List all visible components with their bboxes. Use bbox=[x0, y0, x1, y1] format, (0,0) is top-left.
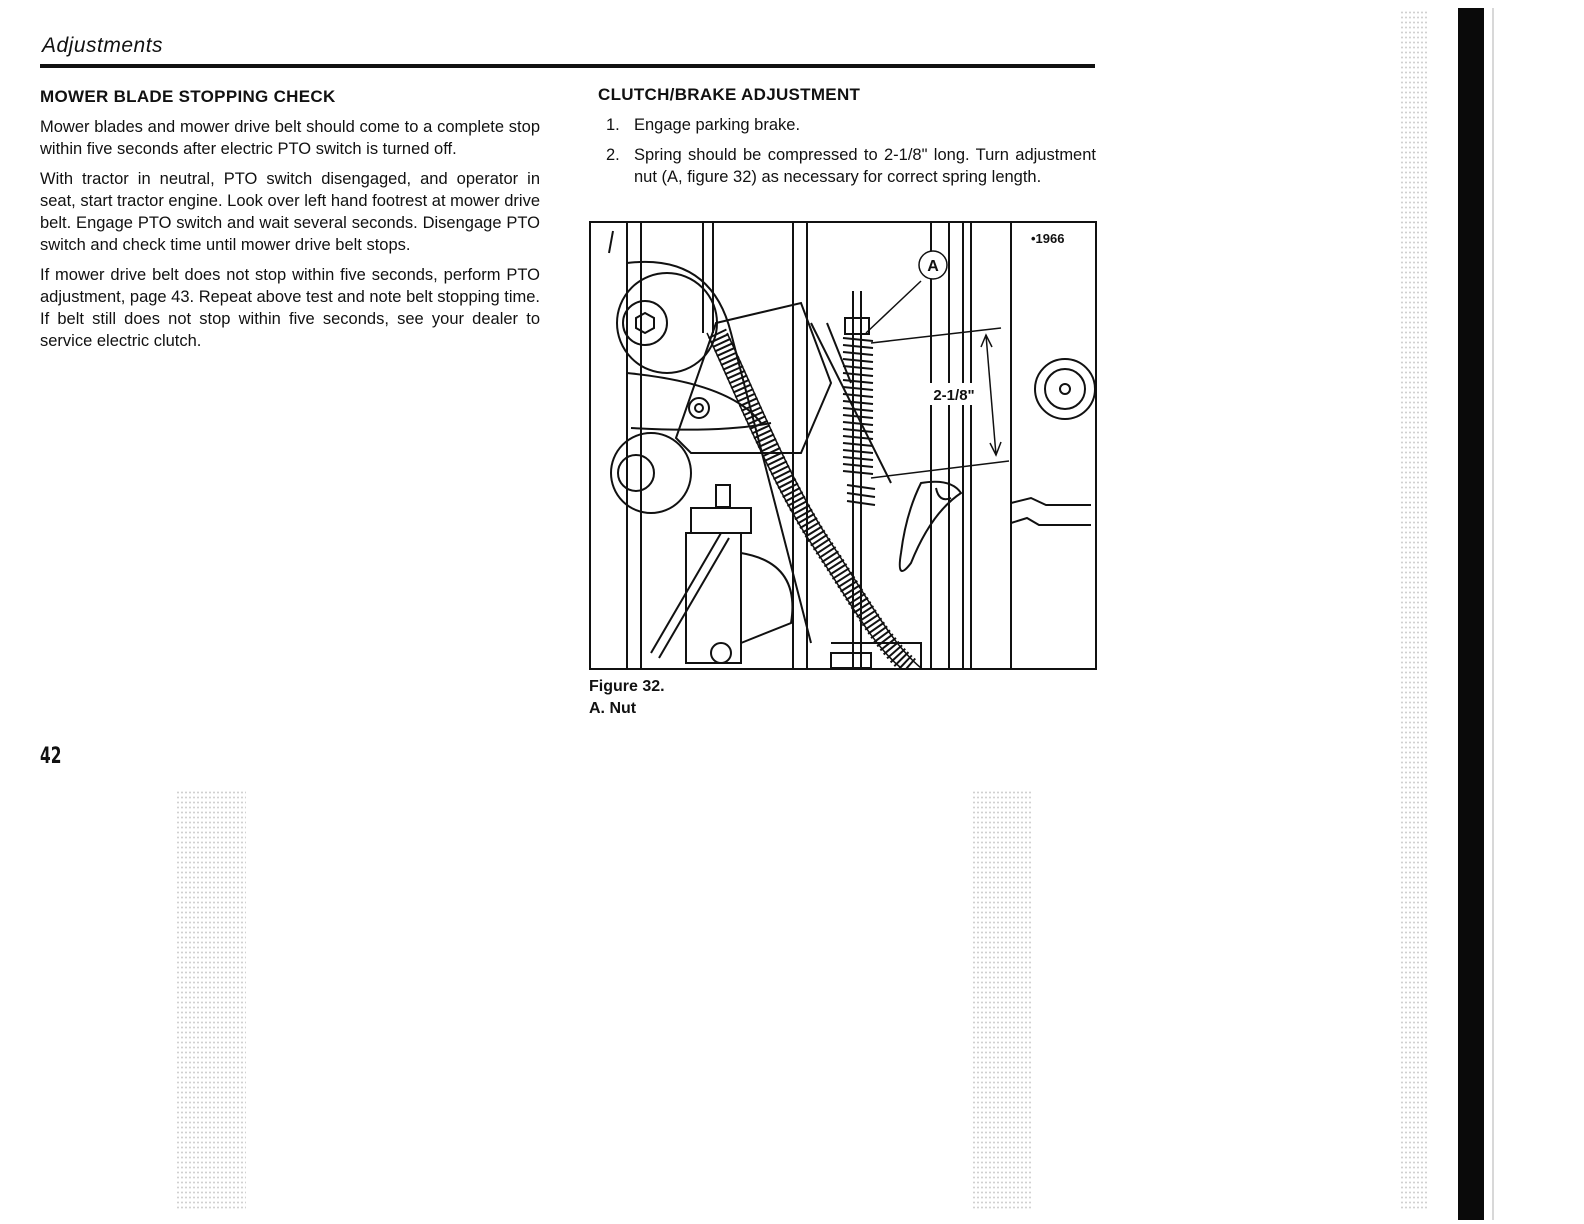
paragraph: If mower drive belt does not stop within five seconds, perform PTO adjustment, page 43. Repeat above test and note belt stopping time. If belt still does not stop within five seconds, see your dealer to service electric clutch. bbox=[40, 266, 540, 350]
figure-caption-title: Figure 32. bbox=[589, 678, 665, 695]
dimension-label: 2-1/8" bbox=[933, 387, 975, 404]
scan-speckle bbox=[176, 790, 246, 1210]
page-header-title: Adjustments bbox=[42, 34, 164, 57]
scan-binding-edge bbox=[1458, 8, 1484, 1220]
header-rule bbox=[40, 64, 1095, 68]
clutch-brake-drawing bbox=[591, 223, 1095, 668]
list-item bbox=[598, 114, 1096, 136]
step-number: 1. bbox=[606, 116, 620, 134]
scan-speckle bbox=[1400, 10, 1428, 1210]
clutch-brake-heading: CLUTCH/BRAKE ADJUSTMENT bbox=[598, 85, 861, 104]
step-list bbox=[598, 114, 1096, 188]
scan-speckle bbox=[972, 790, 1032, 1210]
page-number: 42 bbox=[40, 744, 62, 769]
step-text: Engage parking brake. bbox=[634, 116, 801, 134]
figure-caption-item: A. Nut bbox=[589, 700, 637, 717]
paragraph: Mower blades and mower drive belt should come to a complete stop within five seconds after electric PTO switch is turned off. bbox=[40, 118, 540, 158]
paragraph: With tractor in neutral, PTO switch disengaged, and operator in seat, start tractor engine. Look over left hand footrest at mower drive belt. Engage PTO switch and wait several seconds. Disengage PTO switch and check time until mower drive belt stops. bbox=[40, 170, 540, 254]
figure-id-label: •1966 bbox=[1031, 231, 1065, 246]
right-column bbox=[598, 84, 1096, 196]
left-column bbox=[40, 86, 540, 360]
mower-blade-heading: MOWER BLADE STOPPING CHECK bbox=[40, 87, 336, 106]
step-number: 2. bbox=[606, 146, 620, 164]
list-item bbox=[598, 144, 1096, 188]
figure-32-illustration bbox=[589, 221, 1097, 670]
callout-a-label: A bbox=[927, 258, 939, 275]
step-text: Spring should be compressed to 2-1/8" long. Turn adjustment nut (A, figure 32) as necessary for correct spring length. bbox=[634, 146, 1096, 186]
scan-binding-edge bbox=[1492, 8, 1494, 1220]
figure-caption bbox=[589, 676, 665, 720]
